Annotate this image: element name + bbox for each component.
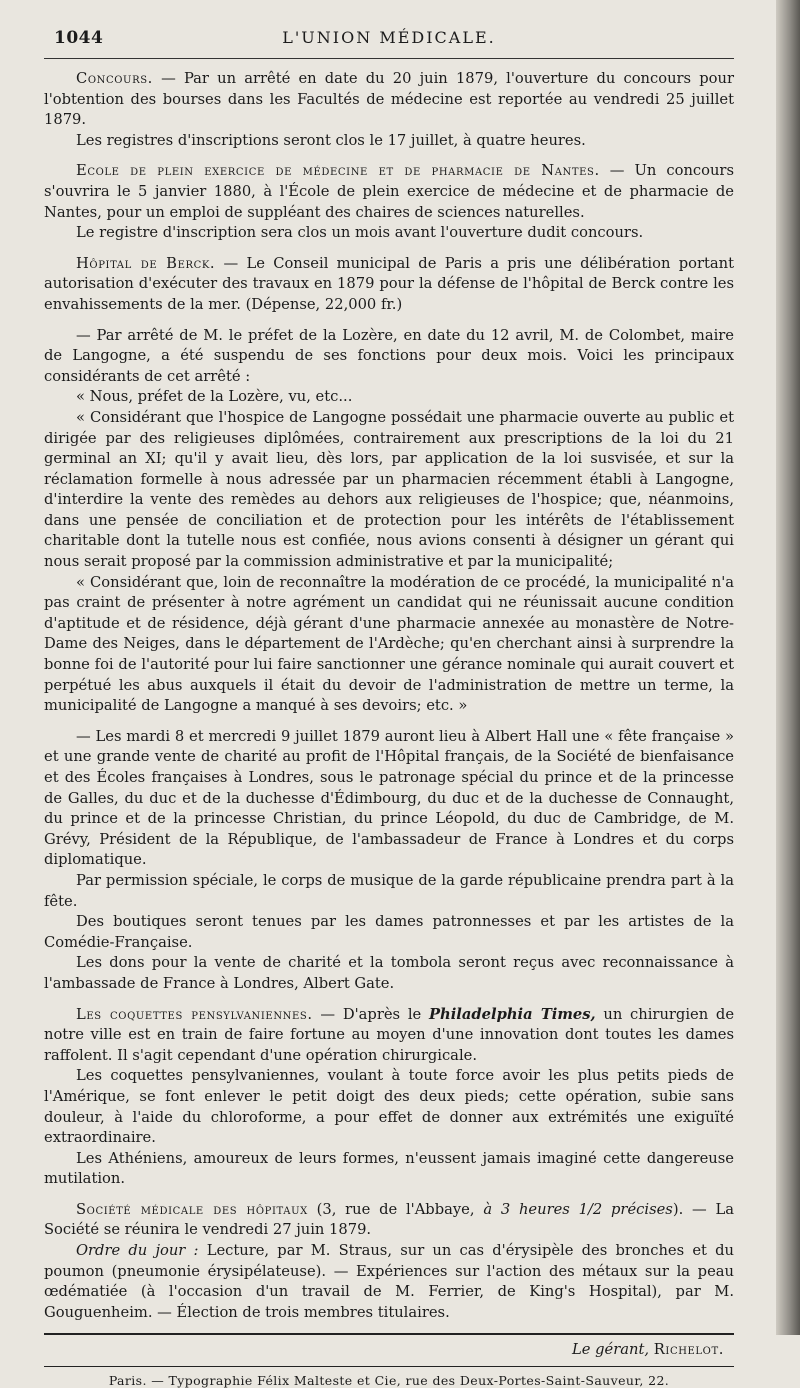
section-langogne xyxy=(44,326,734,717)
section-societe-medicale xyxy=(44,1200,734,1324)
paragraph: Concours. — Par un arrêté en date du 20 juin 1879, l'ouverture du concours pour l'obtention des bourses dans les Facultés de médecine est reportée au vendredi 25 juillet 1879. xyxy=(44,70,734,129)
section-hopital-berck xyxy=(44,254,734,316)
paragraph: « Nous, préfet de la Lozère, vu, etc... xyxy=(76,388,353,406)
journal-page xyxy=(44,22,734,1388)
signature-name: Richelot. xyxy=(653,1341,724,1359)
section-ecole-nantes xyxy=(44,161,734,243)
paragraph: Les coquettes pensylvaniennes, voulant à toute force avoir les plus petits pieds de l'Amérique, se font enlever le petit doigt des deux pieds; cette opération, subie sans douleur, à l'aide du chloroforme, a pour effet de donner aux extrémités une exiguïté extraordinaire. xyxy=(44,1067,734,1147)
section-heading: Société médicale des hôpitaux xyxy=(76,1200,308,1218)
paragraph: Les Athéniens, amoureux de leurs formes, n'eussent jamais imaginé cette dangereuse mutilation. xyxy=(44,1149,734,1188)
paragraph: Ecole de plein exercice de médecine et de pharmacie de Nantes. — Un concours s'ouvrira le 5 janvier 1880, à l'École de plein exercice de médecine et de pharmacie de Nantes, pour un emploi de suppléant des chaires de sciences naturelles. xyxy=(44,162,734,221)
section-concours xyxy=(44,69,734,151)
paragraph: — Par arrêté de M. le préfet de la Lozère, en date du 12 avril, M. de Colombet, maire de Langogne, a été suspendu de ses fonctions pour deux mois. Voici les principaux considérants de cet arrêté : xyxy=(44,326,734,385)
agenda-label: Ordre du jour : xyxy=(76,1242,199,1260)
section-coquettes xyxy=(44,1005,734,1190)
paragraph: Des boutiques seront tenues par les dames patronnesses et par les artistes de la Comédie-Française. xyxy=(44,913,734,951)
paragraph: Hôpital de Berck. — Le Conseil municipal de Paris a pris une délibération portant autorisation d'exécuter des travaux en 1879 pour la défense de l'hôpital de Berck contre les envahissements de la mer. (Dépense, 22,000 fr.) xyxy=(44,254,734,313)
page-binding-shadow xyxy=(776,0,800,1335)
meeting-time: à 3 heures 1/2 précises xyxy=(483,1200,673,1218)
paragraph: Société médicale des hôpitaux (3, rue de l'Abbaye, à 3 heures 1/2 précises). — La Société se réunira le vendredi 27 juin 1879. xyxy=(44,1200,734,1239)
printer-imprint: Paris. — Typographie Félix Malteste et Cie, rue des Deux-Portes-Saint-Sauveur, 22. xyxy=(108,1373,670,1388)
paragraph: « Considérant que, loin de reconnaître la modération de ce procédé, la municipalité n'a pas craint de présenter à notre agrément un candidat qui ne réunissait aucune condition d'aptitude et de résidence, déjà gérant d'une pharmacie annexée au monastère de Notre-Dame des Neiges, dans le département de l'Ardèche; qu'en cherchant ainsi à surprendre la bonne foi de l'autorité pour lui faire sanctionner une gérance nominale qui aurait couvert et perpétué les abus auxquels il était du devoir de l'administration de mettre un terme, la municipalité de Langogne a manqué à ses devoirs; etc. » xyxy=(44,573,734,715)
paragraph: Le registre d'inscription sera clos un mois avant l'ouverture dudit concours. xyxy=(76,224,644,242)
paragraph: — Les mardi 8 et mercredi 9 juillet 1879 auront lieu à Albert Hall une « fête française » et une grande vente de charité au profit de l'Hôpital français, de la Société de bienfaisance et des Écoles françaises à Londres, sous le patronage spécial du prince et de la princesse de Galles, du duc et de la duchesse d'Édimbourg, du duc et de la duchesse de Connaught, du prince et de la princesse Christian, du prince Léopold, du duc de Cambridge, de M. Grévy, Président de la République, de l'ambassadeur de France à Londres et du corps diplomatique. xyxy=(44,727,734,869)
printer-rule xyxy=(44,1366,734,1367)
page-header xyxy=(44,22,734,52)
page-number: 1044 xyxy=(54,28,104,48)
section-heading: Les coquettes pensylvaniennes. xyxy=(76,1005,313,1023)
paragraph: Ordre du jour : Lecture, par M. Straus, sur un cas d'érysipèle des bronches et du poumon (pneumonie érysipélateuse). — Expériences sur l'action des métaux sur la peau œdématiée (à l'occasion d'un travail de M. Ferrier, de King's Hospital), par M. Gouguenheim. — Élection de trois membres titulaires. xyxy=(44,1242,734,1321)
paragraph: Les coquettes pensylvaniennes. — D'après le Philadelphia Times, un chirurgien de notre ville est en train de faire fortune au moyen d'une innovation dont toutes les dames raffolent. Il s'agit cependant d'une opération chirurgicale. xyxy=(44,1005,735,1064)
signature: Le gérant, Richelot. xyxy=(572,1341,724,1359)
newspaper-title: Philadelphia Times, xyxy=(428,1005,596,1023)
paragraph: Les registres d'inscriptions seront clos le 17 juillet, à quatre heures. xyxy=(76,131,586,149)
running-title: L'UNION MÉDICALE. xyxy=(282,28,496,47)
section-fete-francaise xyxy=(44,727,734,995)
header-rule xyxy=(44,58,734,59)
paragraph: Les dons pour la vente de charité et la tombola seront reçus avec reconnaissance à l'ambassade de France à Londres, Albert Gate. xyxy=(44,954,734,992)
section-heading: Concours. xyxy=(76,70,153,87)
signature-rule xyxy=(44,1333,734,1335)
paragraph: « Considérant que l'hospice de Langogne possédait une pharmacie ouverte au public et dirigée par des religieuses diplômées, contrairement aux prescriptions de la loi du 21 germinal an XI; qu'il y avait lieu, dès lors, par application de la loi susvisée, et sur la réclamation formelle à nous adressée par un pharmacien récemment établi à Langogne, d'interdire la vente des remèdes au dehors aux religieuses de l'hospice; que, néanmoins, dans une pensée de conciliation et de protection pour les intérêts de l'établissement charitable dont la tutelle nous est confiée, nous avions consenti à désigner un gérant qui nous serait proposé par la commission administrative et par la municipalité; xyxy=(44,408,734,571)
paragraph: Par permission spéciale, le corps de musique de la garde républicaine prendra part à la fête. xyxy=(44,871,734,910)
section-heading: Ecole de plein exercice de médecine et de pharmacie de Nantes. xyxy=(76,162,600,180)
section-heading: Hôpital de Berck. xyxy=(76,254,216,272)
